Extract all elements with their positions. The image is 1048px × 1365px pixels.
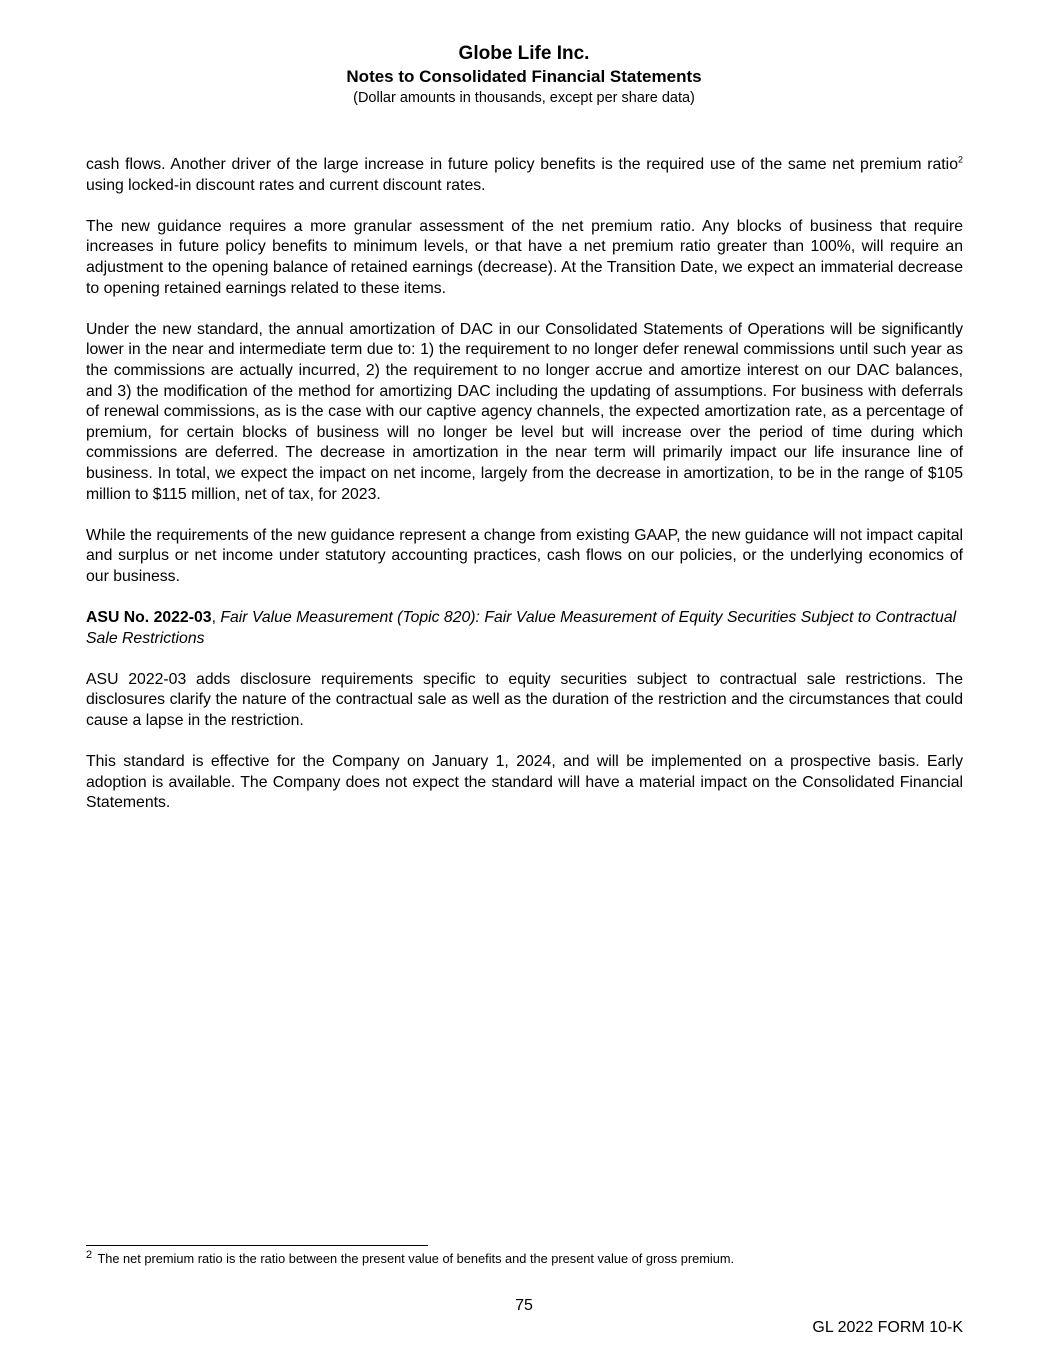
form-label: GL 2022 FORM 10-K (812, 1319, 963, 1336)
paragraph-cash-flows-tail: using locked-in discount rates and current discount rates. (86, 176, 486, 194)
company-name: Globe Life Inc. (458, 43, 590, 64)
footnote-number: 2 (86, 1248, 93, 1261)
asu-heading-number: ASU No. 2022-03 (86, 609, 212, 627)
units-note: (Dollar amounts in thousands, except per share data) (353, 90, 695, 106)
page-number: 75 (515, 1297, 533, 1314)
asu-heading-title: Fair Value Measurement (Topic 820): Fair Value Measurement of Equity Securities Subject to Contractual Sale Restrictions (86, 609, 957, 647)
paragraph-statutory-impact: While the requirements of the new guidance represent a change from existing GAAP, the new guidance will not impact capital and surplus or net income under statutory accounting practices, cash flows on our policies, or the underlying economics of our business. (86, 526, 963, 585)
paragraph-asu-effective-date: This standard is effective for the Company on January 1, 2024, and will be implemented on a prospective basis. Early adoption is available. The Company does not expect the standard will have a material impact on the Consolidated Financial Statements. (86, 753, 963, 812)
paragraph-dac-amortization: Under the new standard, the annual amortization of DAC in our Consolidated Statements of Operations will be significantly lower in the near and intermediate term due to: 1) the requirement to no longer defer renewal commissions until such year as the commissions are actually incurred, 2) the requirement to no longer accrue and amortize interest on our DAC balances, and 3) the modification of the method for amortizing DAC including the updating of assumptions. For business with deferrals of renewal commissions, as is the case with our captive agency channels, the expected amortization rate, as a percentage of premium, for certain blocks of business will no longer be level but will increase over the period of time during which commissions are deferred. The decrease in amortization in the near term will primarily impact our life insurance line of business. In total, we expect the impact on net income, largely from the decrease in amortization, to be in the range of $105 million to $115 million, net of tax, for 2023. (86, 320, 963, 503)
page-header (0, 42, 1048, 108)
paragraph-asu-disclosures: ASU 2022-03 adds disclosure requirements specific to equity securities subject to contractual sale restrictions. The disclosures clarify the nature of the contractual sale as well as the duration of the restriction and the circumstances that could cause a lapse in the restriction. (86, 670, 963, 730)
footnote (86, 1250, 734, 1268)
paragraph-cash-flows-text: cash flows. Another driver of the large increase in future policy benefits is the required use of the same net premium ratio (86, 156, 958, 173)
footnote-divider (86, 1245, 428, 1246)
footnote-ref: 2 (957, 154, 963, 165)
document-subtitle: Notes to Consolidated Financial Statements (346, 67, 702, 86)
body-text (86, 155, 963, 835)
asu-heading (86, 608, 963, 649)
paragraph-cash-flows (86, 155, 963, 196)
asu-heading-separator: , (211, 609, 221, 627)
footnote-text: The net premium ratio is the ratio between the present value of benefits and the present value of gross premium. (94, 1251, 735, 1266)
paragraph-net-premium-ratio: The new guidance requires a more granular assessment of the net premium ratio. Any blocks of business that require increases in future policy benefits to minimum levels, or that have a net premium ratio greater than 100%, will require an adjustment to the opening balance of retained earnings (decrease). At the Transition Date, we expect an immaterial decrease to opening retained earnings related to these items. (86, 217, 963, 297)
